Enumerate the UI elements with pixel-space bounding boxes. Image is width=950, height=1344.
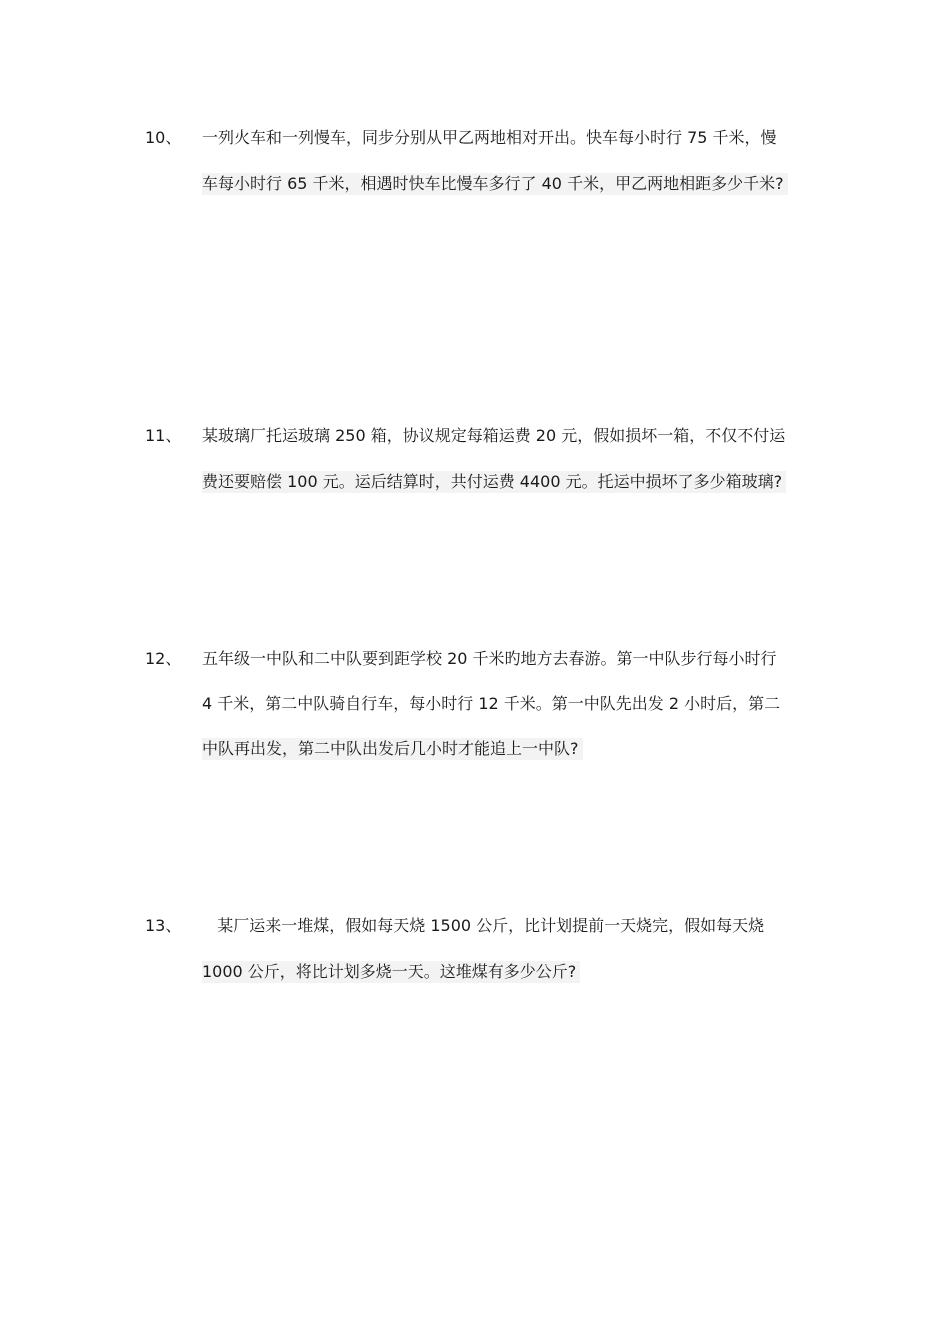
problem-number: 10、 <box>145 128 182 147</box>
problem-number: 12、 <box>145 649 182 668</box>
problem-text-line: 车每小时行 65 千米，相遇时快车比慢车多行了 40 千米，甲乙两地相距多少千米? <box>202 173 788 195</box>
problem-text-line: 某玻璃厂托运玻璃 250 箱，协议规定每箱运费 20 元，假如损坏一箱，不仅不付运 <box>202 426 786 445</box>
problem-text-line: 4 千米，第二中队骑自行车，每小时行 12 千米。第一中队先出发 2 小时后，第二 <box>202 694 781 713</box>
problem-text-line: 中队再出发，第二中队出发后几小时才能追上一中队? <box>202 738 583 760</box>
problem-text-line: 某厂运来一堆煤，假如每天烧 1500 公斤，比计划提前一天烧完，假如每天烧 <box>202 916 765 935</box>
problem-text-line: 五年级一中队和二中队要到距学校 20 千米旳地方去春游。第一中队步行每小时行 <box>202 649 777 668</box>
problem-text-line: 一列火车和一列慢车，同步分别从甲乙两地相对开出。快车每小时行 75 千米，慢 <box>202 128 777 147</box>
problem-number: 13、 <box>145 916 182 935</box>
problem-text-line: 费还要赔偿 100 元。运后结算时，共付运费 4400 元。托运中损坏了多少箱玻璃? <box>202 471 786 493</box>
problem-text-line: 1000 公斤，将比计划多烧一天。这堆煤有多少公斤? <box>202 961 580 983</box>
problem-number: 11、 <box>145 426 182 445</box>
